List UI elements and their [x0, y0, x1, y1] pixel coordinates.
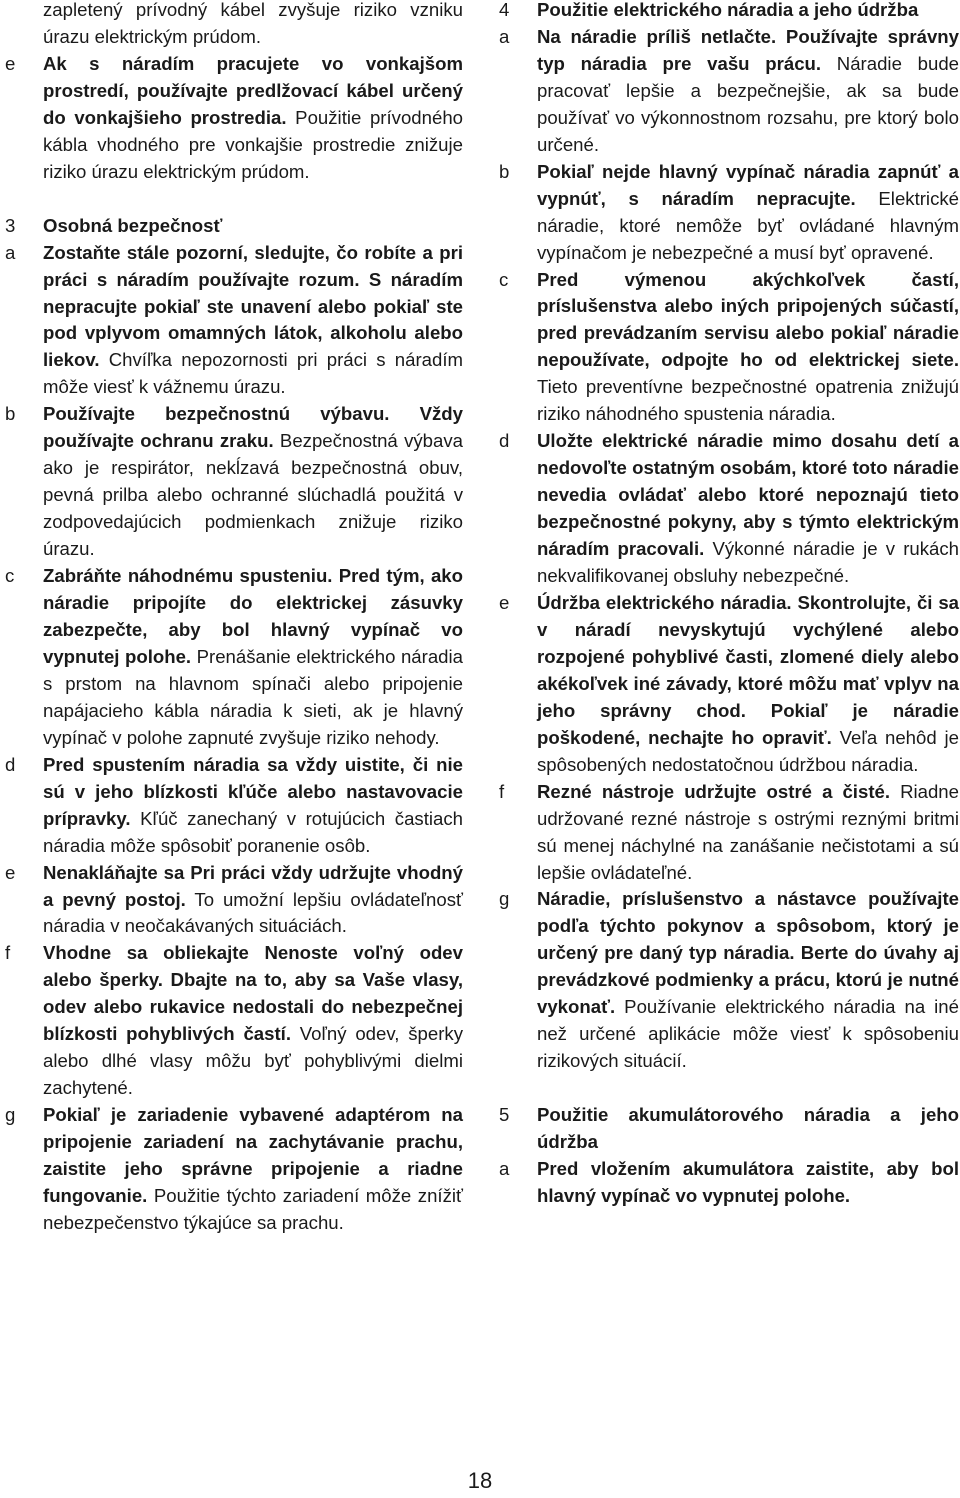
- item-bold-text: Vhodne sa obliekajte Nenoste voľný odev alebo šperky. Dbajte na to, aby sa Vaše vlasy, odev alebo rukavice nedostali do nebezpečnej blízkosti pohyblivých častí.: [43, 942, 463, 1045]
- item-bold-text: Údržba elektrického náradia. Skontrolujte, či sa v náradí nevyskytujú vychýlené alebo rozpojené pohyblivé časti, zlomené diely alebo akékoľvek iné závady, ktoré môžu mať vplyv na jeho správny chod. Pokiaľ je náradie poškodené, nechajte ho opraviť.: [537, 591, 959, 748]
- item-label: a: [499, 1158, 510, 1180]
- section-number: 3: [5, 214, 16, 236]
- item-bold-text: Pred vložením akumulátora zaistite, aby bol hlavný vypínač vo vypnutej polohe.: [537, 1158, 959, 1206]
- item-label: e: [5, 52, 16, 74]
- item-label: f: [5, 942, 11, 964]
- item-text: Chvíľka nepozornosti pri práci s náradím môže viesť k vážnemu úrazu.: [43, 349, 463, 398]
- item-text: Riadne udržované rezné nástroje s ostrými reznými britmi sú menej náchylné na zanášanie nečistotami a sú lepšie ovládateľné.: [537, 780, 959, 883]
- item-text: Náradie bude pracovať lepšie a bezpečnejšie, ak sa bude používať vo výkonnostnom rozsahu, pre ktorý bolo určené.: [537, 52, 959, 155]
- section-heading: [5, 213, 463, 240]
- item-text: Použitie prívodného kábla vhodného pre vonkajšie prostredie znižuje riziko úrazu elektrickým prúdom.: [43, 106, 463, 182]
- list-item: [5, 240, 463, 402]
- item-bold-text: Zabráňte náhodnému spusteniu. Pred tým, ako náradie pripojíte do elektrickej zásuvky zabezpečte, aby bol hlavný vypínač vo vypnutej polohe.: [43, 565, 463, 667]
- item-bold-text: Zostaňte stále pozorní, sledujte, čo robíte a pri práci s náradím používajte rozum. S náradím nepracujte pokiaľ ste unavení alebo pokiaľ ste pod vplyvom omamných látok, alkoholu alebo liekov.: [43, 241, 463, 371]
- section-title: Osobná bezpečnosť: [43, 214, 223, 236]
- section-heading: [499, 1102, 959, 1156]
- item-bold-text: Používajte bezpečnostnú výbavu. Vždy používajte ochranu zraku.: [43, 403, 463, 452]
- item-label: a: [499, 25, 510, 47]
- item-text: zapletený prívodný kábel zvyšuje riziko vzniku úrazu elektrickým prúdom.: [43, 0, 463, 47]
- item-label: d: [5, 753, 16, 775]
- list-item: [499, 779, 959, 887]
- list-item: [499, 428, 959, 590]
- section-title: Použitie elektrického náradia a jeho údržba: [537, 0, 919, 20]
- item-label: [5, 0, 43, 51]
- list-item: [5, 401, 463, 563]
- item-label: f: [499, 780, 505, 802]
- right-column: [499, 0, 959, 1210]
- item-label: g: [499, 888, 510, 910]
- list-item: [499, 590, 959, 779]
- list-item: [499, 24, 959, 159]
- section-title: Použitie akumulátorového náradia a jeho údržba: [537, 1104, 959, 1153]
- item-text: Používanie elektrického náradia na iné než určené aplikácie môže viesť k spôsobeniu rizikových situácií.: [537, 996, 959, 1072]
- list-item: [5, 860, 463, 941]
- section-number: 4: [499, 0, 510, 20]
- item-label: b: [499, 160, 510, 182]
- list-item: [5, 0, 463, 51]
- list-item: [5, 51, 463, 186]
- item-bold-text: Pred výmenou akýchkoľvek častí, príslušenstva alebo iných pripojených súčastí, pred prevádzaním servisu alebo pokiaľ náradie nepoužívate, odpojte ho od elektrickej siete.: [537, 268, 959, 371]
- item-text: Voľný odev, šperky alebo dlhé vlasy môžu byť pohyblivými dielmi zachytené.: [43, 1023, 463, 1099]
- item-label: e: [5, 861, 16, 883]
- item-text: Prenášanie elektrického náradia s prstom na hlavnom spínači alebo pripojenie napájacieho kábla náradia k sieti, ak je hlavný vypínač v polohe zapnuté zvyšuje riziko nehody.: [43, 645, 463, 748]
- list-item: [499, 886, 959, 1075]
- section-heading: [499, 0, 959, 24]
- item-text: To umožní lepšiu ovládateľnosť náradia v neočakávaných situáciách.: [43, 888, 463, 937]
- left-column: [5, 0, 463, 1237]
- item-text: Veľa nehôd je spôsobených nedostatočnou údržbou náradia.: [537, 726, 959, 775]
- item-label: c: [5, 565, 15, 587]
- item-label: d: [499, 430, 510, 452]
- item-text: Bezpečnostná výbava ako je respirátor, nekĺzavá bezpečnostná obuv, pevná prilba alebo ochranné slúchadlá použitá v zodpovedajúcich podmienkach znižuje riziko úrazu.: [43, 430, 463, 560]
- section-number: 5: [499, 1104, 510, 1126]
- page-number: 18: [467, 1468, 493, 1493]
- item-label: c: [499, 268, 509, 290]
- item-text: Tieto preventívne bezpečnostné opatrenia znižujú riziko náhodného spustenia náradia.: [537, 376, 959, 425]
- list-item: [5, 1102, 463, 1237]
- item-label: g: [5, 1104, 16, 1126]
- item-bold-text: Pokiaľ je zariadenie vybavené adaptérom na pripojenie zariadení na zachytávanie prachu, zaistite jeho správne pripojenie a riadne fungovanie.: [43, 1104, 463, 1206]
- list-item: [5, 563, 463, 752]
- section-gap: [499, 1075, 959, 1102]
- item-label: e: [499, 591, 510, 613]
- item-bold-text: Na náradie príliš netlačte. Používajte správny typ náradia pre vašu prácu.: [537, 25, 959, 74]
- item-label: a: [5, 241, 16, 263]
- list-item: [5, 940, 463, 1102]
- item-text: Elektrické náradie, ktoré nemôže byť ovládané hlavným vypínačom je nebezpečné a musí byť opravené.: [537, 187, 960, 263]
- item-bold-text: Ak s náradím pracujete vo vonkajšom prostredí, používajte predlžovací kábel určený do vonkajšieho prostredia.: [43, 52, 463, 128]
- section-gap: [5, 186, 463, 213]
- item-text: Použitie týchto zariadení môže znížiť nebezpečenstvo týkajúce sa prachu.: [43, 1184, 463, 1233]
- item-label: b: [5, 403, 16, 425]
- list-item: [499, 159, 959, 267]
- item-bold-text: Pokiaľ nejde hlavný vypínač náradia zapnúť a vypnúť, s náradím nepracujte.: [537, 160, 959, 209]
- item-bold-text: Nenakláňajte sa Pri práci vždy udržujte vhodný a pevný postoj.: [43, 861, 463, 910]
- list-item: [499, 267, 959, 429]
- item-bold-text: Rezné nástroje udržujte ostré a čisté.: [537, 780, 891, 802]
- item-text: Kľúč zanechaný v rotujúcich častiach náradia môže spôsobiť poranenie osôb.: [43, 807, 463, 856]
- item-bold-text: Pred spustením náradia sa vždy uistite, či nie sú v jeho blízkosti kľúče alebo nastavovacie prípravky.: [43, 753, 463, 829]
- list-item: [5, 752, 463, 860]
- list-item: [499, 1156, 959, 1210]
- item-bold-text: Náradie, príslušenstvo a nástavce používajte podľa týchto pokynov a spôsobom, ktorý je určený pre daný typ náradia. Berte do úvahy aj prevádzkové podmienky a prácu, ktorú je nutné vykonať.: [537, 888, 959, 1018]
- item-text: Výkonné náradie je v rukách nekvalifikovanej obsluhy nebezpečné.: [537, 538, 959, 587]
- item-bold-text: Uložte elektrické náradie mimo dosahu detí a nedovoľte ostatným osobám, ktoré toto náradie nevedia ovládať alebo ktoré nepoznajú tieto bezpečnostné pokyny, aby s týmto elektrickým náradím pracovali.: [537, 430, 959, 560]
